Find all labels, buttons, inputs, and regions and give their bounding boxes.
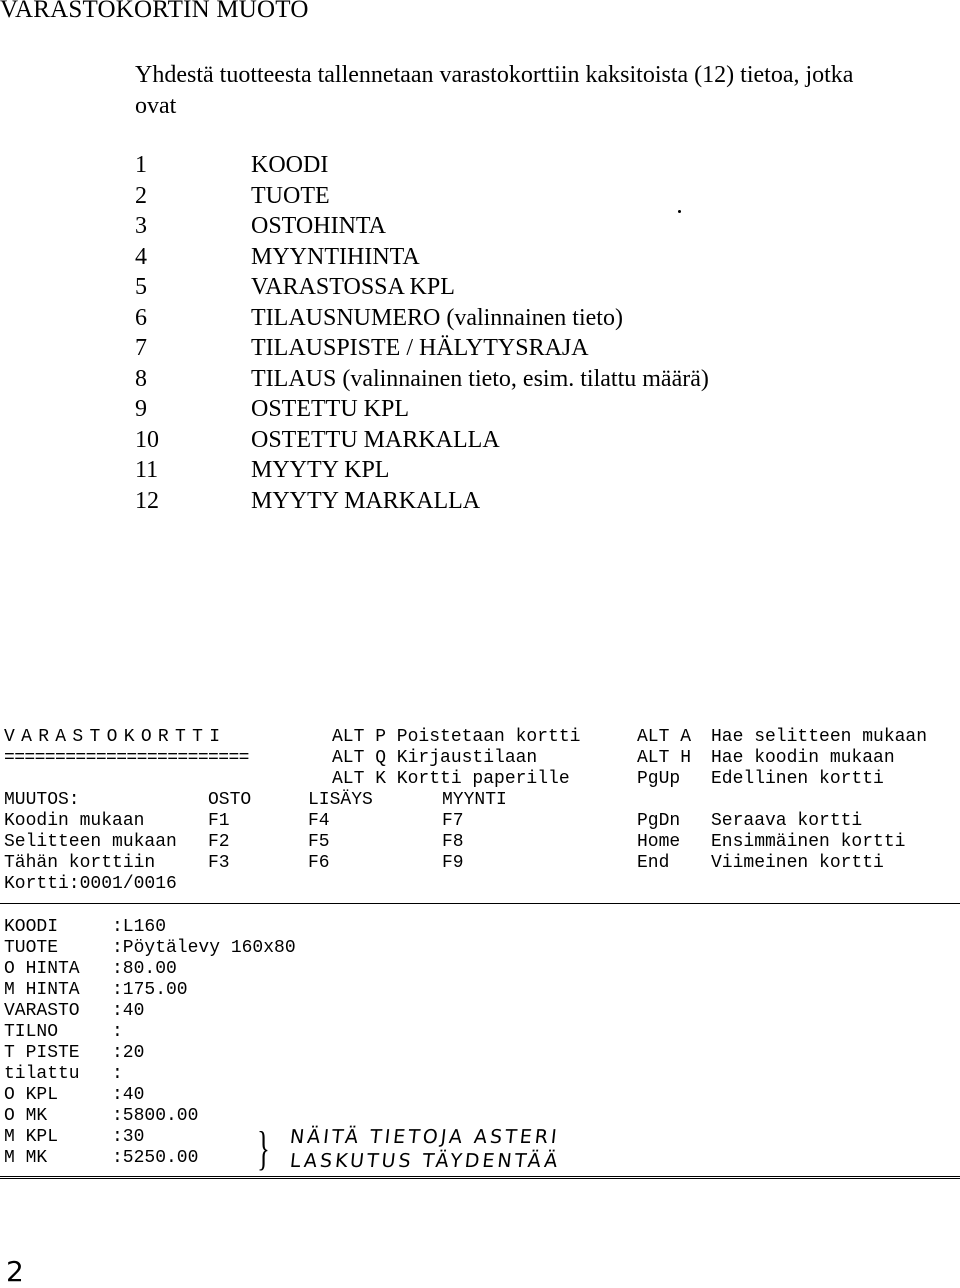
command-key: PgUp [637,769,681,789]
record-row [4,1106,198,1127]
record-row [4,980,188,1001]
command-key: End [637,853,670,873]
row-label: Selitteen mukaan [4,832,177,852]
field-name: VARASTOSSA KPL [251,274,455,300]
lisays-key: F4 [308,811,330,831]
record-row [4,959,177,980]
record-value: :L160 [112,917,167,937]
alt-command: ALT K Kortti paperille [332,769,570,789]
field-name: OSTOHINTA [251,213,386,239]
record-row [4,1085,144,1106]
record-row [4,1148,198,1169]
row-label: Koodin mukaan [4,811,145,831]
field-name: KOODI [251,152,329,178]
myynti-key: F7 [442,811,464,831]
record-label: M KPL [4,1127,59,1147]
record-label: O HINTA [4,959,80,979]
record-label: TILNO [4,1022,59,1042]
osto-key: F3 [208,853,230,873]
bottom-rule [0,1176,960,1179]
field-number: 9 [135,396,147,422]
field-name: MYYTY MARKALLA [251,487,481,514]
record-value: :80.00 [112,959,177,979]
screen-title-underline: ======================== [4,748,249,768]
field-item [135,364,709,395]
handwritten-note-line: LASKUTUS TÄYDENTÄÄ [288,1150,562,1172]
record-label: tilattu [4,1064,80,1084]
field-name: TILAUSNUMERO (valinnainen tieto) [251,304,623,331]
record-label: TUOTE [4,938,59,958]
field-number: 1 [135,152,147,178]
command-key: ALT H [637,748,692,768]
field-item [135,425,709,456]
field-number: 5 [135,274,147,300]
record-value: : [112,1064,123,1084]
brace-mark: } [257,1122,270,1175]
myynti-key: F8 [442,832,464,852]
field-number: 4 [135,243,147,270]
record-label: T PISTE [4,1043,80,1063]
page-heading: VARASTOKORTIN MUOTO [0,0,309,23]
command-key: PgDn [637,811,681,831]
field-number: 6 [135,304,147,331]
record-label: KOODI [4,917,59,937]
field-name: MYYNTIHINTA [251,243,420,270]
column-header-myynti: MYYNTI [442,790,507,810]
record-row [4,1022,123,1043]
field-item [135,455,709,486]
field-number: 10 [135,426,159,453]
field-item [135,394,709,425]
field-item [135,303,709,334]
record-value: :175.00 [112,980,188,1000]
field-number: 12 [135,487,159,514]
field-number: 11 [135,457,159,483]
command-desc: Viimeinen kortti [711,853,884,873]
field-item [135,181,709,212]
field-name: TILAUS (valinnainen tieto, esim. tilattu määrä) [251,365,709,392]
handwritten-note-line: NÄITÄ TIETOJA ASTERI [288,1126,561,1148]
command-desc: Seraava kortti [711,811,863,831]
divider-line [0,903,960,904]
command-key: Home [637,832,681,852]
record-value: :Pöytälevy 160x80 [112,938,296,958]
intro-paragraph: Yhdestä tuotteesta tallennetaan varastokorttiin kaksitoista (12) tietoa, jotka ovat [135,62,854,119]
osto-key: F2 [208,832,230,852]
record-row [4,1001,144,1022]
field-item [135,333,709,364]
command-key: ALT A [637,727,692,747]
command-desc: Hae selitteen mukaan [711,727,928,747]
record-label: M MK [4,1148,48,1168]
field-item [135,486,709,517]
alt-command: ALT P Poistetaan kortti [332,727,581,747]
field-number: 8 [135,365,147,392]
field-name: OSTETTU MARKALLA [251,426,500,453]
record-label: VARASTO [4,1001,80,1021]
muutos-label: MUUTOS: [4,790,80,810]
alt-command: ALT Q Kirjaustilaan [332,748,538,768]
field-item [135,211,709,242]
field-name: MYYTY KPL [251,457,390,483]
field-item [135,150,709,181]
record-value: : [112,1022,123,1042]
field-number: 7 [135,335,147,361]
field-item [135,242,709,273]
field-item [135,272,709,303]
command-desc: Edellinen kortti [711,769,884,789]
row-label: Tähän korttiin [4,853,156,873]
myynti-key: F9 [442,853,464,873]
command-desc: Hae koodin mukaan [711,748,895,768]
stray-dot [678,210,681,213]
record-value: :5250.00 [112,1148,199,1168]
page-number: 2 [6,1255,24,1288]
field-number: 3 [135,213,147,239]
lisays-key: F5 [308,832,330,852]
field-number: 2 [135,182,147,209]
record-label: O KPL [4,1085,59,1105]
record-row [4,1043,144,1064]
record-row [4,938,296,959]
field-list [135,150,709,516]
column-header-osto: OSTO [208,790,252,810]
record-value: :40 [112,1085,145,1105]
osto-key: F1 [208,811,230,831]
column-header-lisays: LISÄYS [308,790,373,810]
record-row [4,917,166,938]
record-value: :5800.00 [112,1106,199,1126]
record-row [4,1064,123,1085]
record-label: O MK [4,1106,48,1126]
field-name: OSTETTU KPL [251,396,409,422]
field-name: TUOTE [251,182,330,209]
screen-title: VARASTOKORTTI [4,727,227,747]
record-value: :40 [112,1001,145,1021]
record-label: M HINTA [4,980,80,1000]
record-row [4,1127,144,1148]
record-value: :30 [112,1127,145,1147]
command-desc: Ensimmäinen kortti [711,832,906,852]
record-value: :20 [112,1043,145,1063]
card-counter: Kortti:0001/0016 [4,874,177,894]
field-name: TILAUSPISTE / HÄLYTYSRAJA [251,335,589,361]
lisays-key: F6 [308,853,330,873]
